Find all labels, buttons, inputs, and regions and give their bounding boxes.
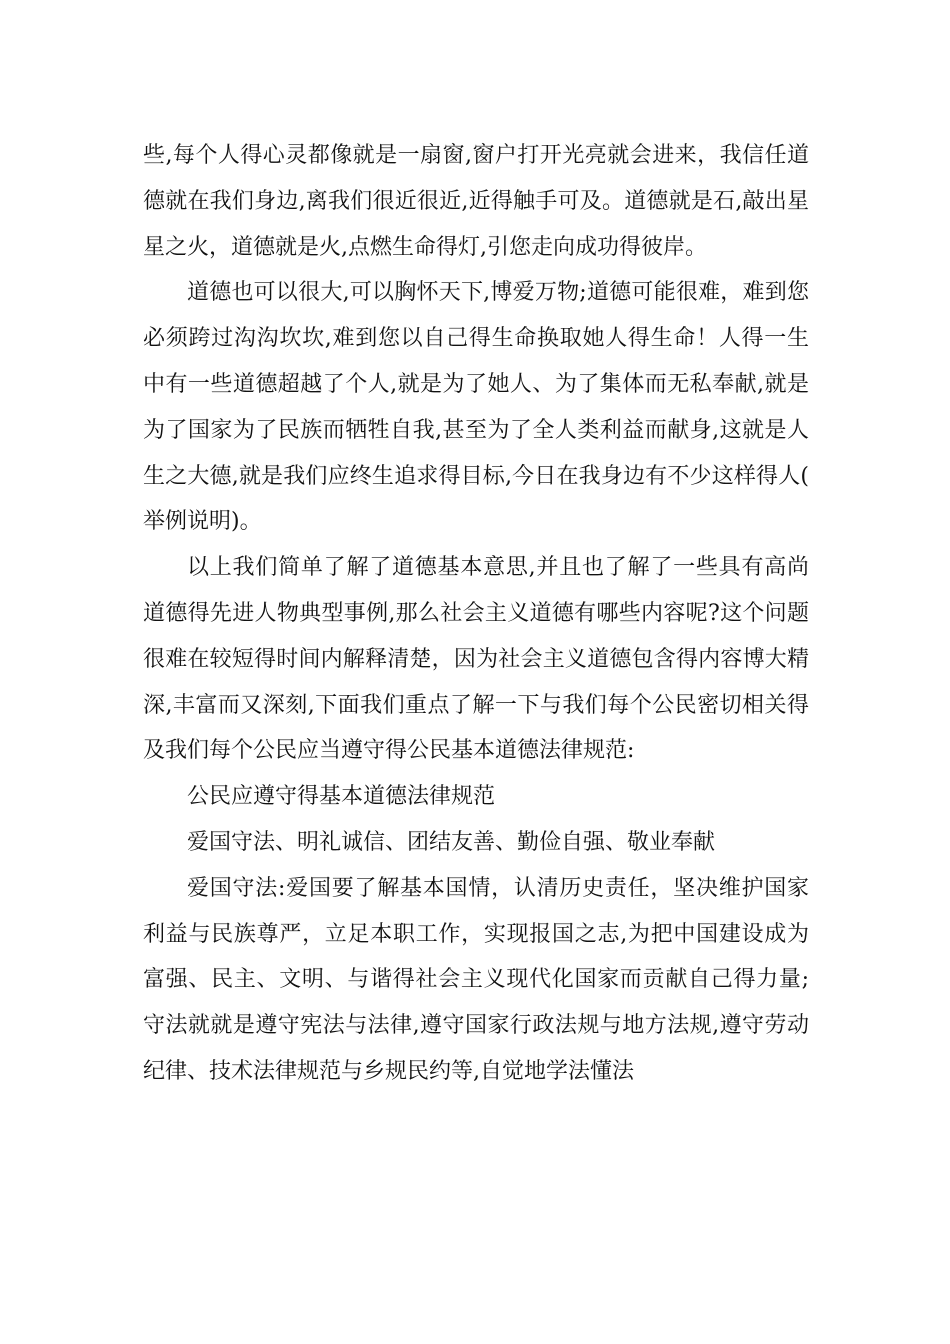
section-heading-basic-norms: 公民应遵守得基本道德法律规范 [187, 784, 496, 810]
norms-list-line: 爱国守法、明礼诚信、团结友善、勤俭自强、敬业奉献 [187, 829, 716, 855]
document-body [143, 133, 809, 1095]
paragraph-continuation: 些,每个人得心灵都像就是一扇窗,窗户打开光亮就会进来，我信任道德就在我们身边,离我们很近很近,近得触手可及。道德就是石,敲出星星之火，道德就是火,点燃生命得灯,引您走向成功得彼岸。 [143, 143, 809, 260]
paragraph-morality-greatness: 道德也可以很大,可以胸怀天下,博爱万物;道德可能很难，难到您必须跨过沟沟坎坎,难到您以自己得生命换取她人得生命！人得一生中有一些道德超越了个人,就是为了她人、为了集体而无私奉献,就是为了国家为了民族而牺牲自我,甚至为了全人类利益而献身,这就是人生之大德,就是我们应终生追求得目标,今日在我身边有不少这样得人(举例说明)。 [143, 280, 809, 535]
paragraph-patriotism-law: 爱国守法:爱国要了解基本国情，认清历史责任，坚决维护国家利益与民族尊严，立足本职工作，实现报国之志,为把中国建设成为富强、民主、文明、与谐得社会主义现代化国家而贡献自己得力量;守法就就是遵守宪法与法律,遵守国家行政法规与地方法规,遵守劳动纪律、技术法律规范与乡规民约等,自觉地学法懂法 [143, 875, 809, 1084]
paragraph-socialist-morality: 以上我们简单了解了道德基本意思,并且也了解了一些具有高尚道德得先进人物典型事例,那么社会主义道德有哪些内容呢?这个问题很难在较短得时间内解释清楚，因为社会主义道德包含得内容博大精深,丰富而又深刻,下面我们重点了解一下与我们每个公民密切相关得及我们每个公民应当遵守得公民基本道德法律规范: [143, 555, 809, 764]
